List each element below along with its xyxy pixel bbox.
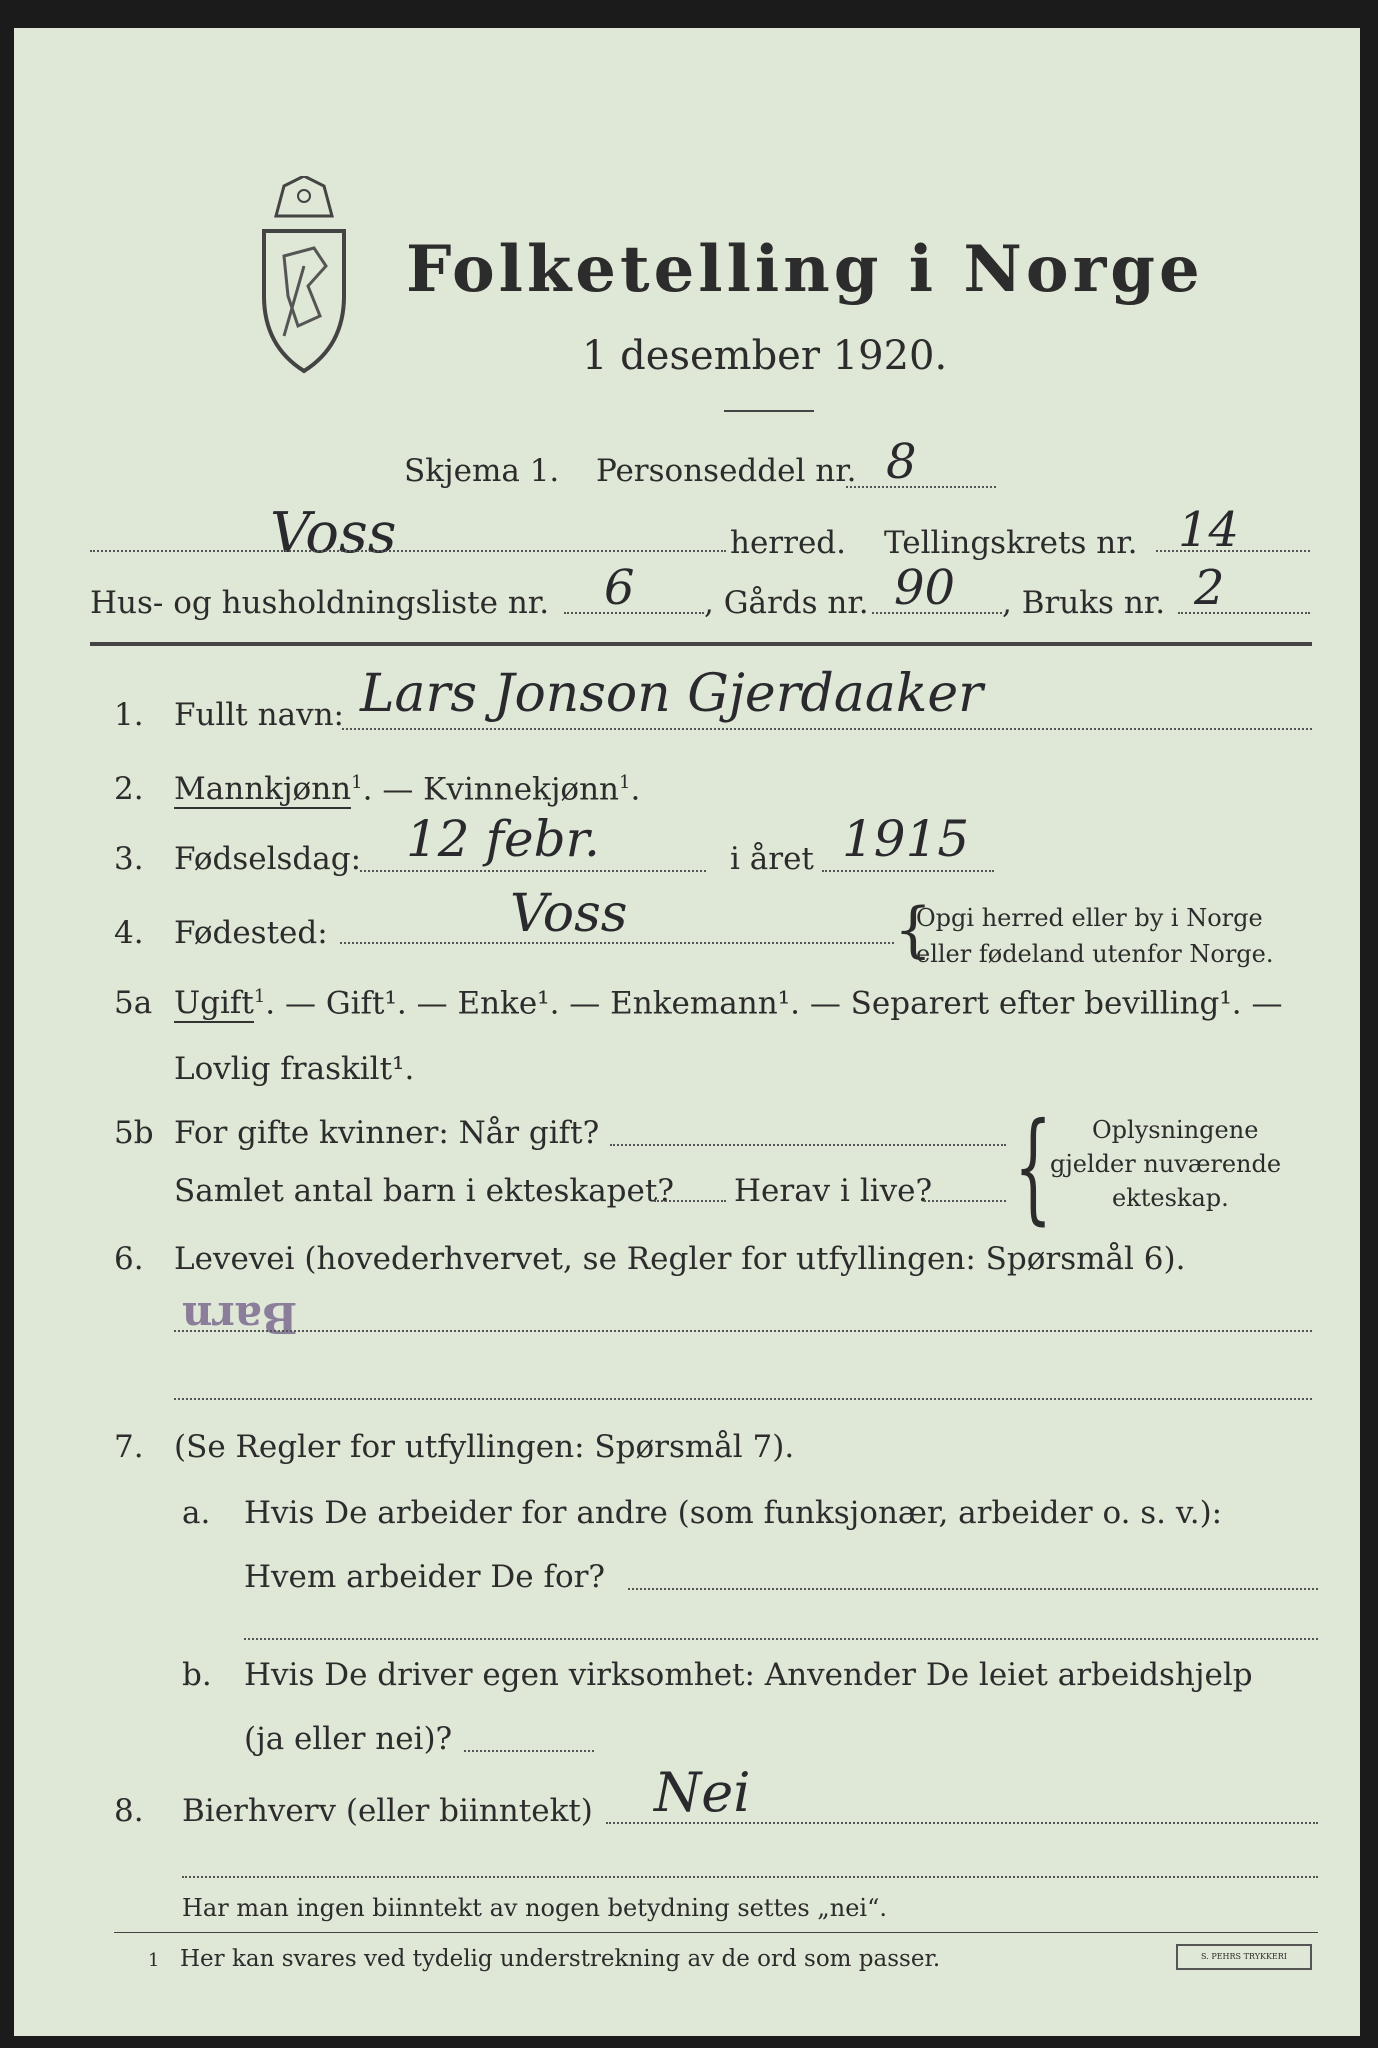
gards-label: , Gårds nr. (704, 585, 869, 621)
bruks-value[interactable]: 2 (1194, 560, 1225, 616)
full-name-value[interactable]: Lars Jonson Gjerdaaker (360, 664, 983, 724)
q5b-line-2a: Samlet antal barn i ekteskapet? (174, 1173, 674, 1209)
q4-note-2: eller fødeland utenfor Norge. (916, 940, 1274, 968)
q7b-line-1: Hvis De driver egen virksomhet: Anvender De leiet arbeidshjelp (244, 1657, 1253, 1693)
q7b-line-2: (ja eller nei)? (244, 1721, 453, 1757)
form-title: Folketelling i Norge (406, 232, 1204, 307)
birth-year-value[interactable]: 1915 (842, 810, 970, 868)
title-divider (724, 410, 814, 412)
q5b-note-3: ekteskap. (1112, 1184, 1229, 1212)
brace-icon: { (894, 895, 933, 965)
herred-label: herred. (730, 525, 846, 561)
footnote-text: Her kan svares ved tydelig understrekning av de ord som passer. (180, 1946, 941, 1972)
q1-number: 1. (114, 697, 144, 733)
q7b-letter: b. (182, 1657, 212, 1693)
q7a-letter: a. (182, 1495, 211, 1531)
occupation-stamp[interactable]: Barn (182, 1293, 298, 1342)
footnote-number: 1 (148, 1950, 160, 1971)
skjema-label: Skjema 1. (404, 453, 560, 489)
side-income-value[interactable]: Nei (654, 1761, 751, 1824)
q5b-line-2b: Herav i live? (734, 1173, 933, 1209)
year-label: i året (730, 841, 814, 877)
status-ugift[interactable]: Ugift (174, 985, 254, 1022)
q5b-note-2: gjelder nuværende (1050, 1150, 1282, 1178)
census-form-page (14, 28, 1360, 2036)
gender-male[interactable]: Mannkjønn (174, 771, 352, 808)
q7-label: (Se Regler for utfyllingen: Spørsmål 7). (174, 1429, 795, 1465)
footer-note: Har man ingen biinntekt av nogen betydning settes „nei“. (182, 1894, 887, 1922)
gards-value[interactable]: 90 (894, 560, 956, 616)
bruks-label: , Bruks nr. (1002, 585, 1166, 621)
printer-stamp: S. PEHRS TRYKKERI (1176, 1944, 1312, 1970)
birth-day-value[interactable]: 12 febr. (406, 810, 600, 868)
q3-number: 3. (114, 841, 144, 877)
tellingskrets-label: Tellingskrets nr. (884, 525, 1138, 561)
tellingskrets-value[interactable]: 14 (1178, 502, 1240, 558)
q5a-number: 5a (114, 985, 153, 1021)
gender-line: Mannkjønn$^1$. — Kvinnekjønn$^1$. (174, 771, 641, 808)
civil-status-line-2[interactable]: Lovlig fraskilt¹. (174, 1051, 415, 1087)
q8-number: 8. (114, 1793, 144, 1829)
q6-label: Levevei (hovederhvervet, se Regler for utfyllingen: Spørsmål 6). (174, 1241, 1186, 1277)
q8-label: Bierhverv (eller biinntekt) (182, 1793, 593, 1829)
q1-label: Fullt navn: (174, 697, 344, 733)
header-separator (90, 642, 1312, 646)
birthplace-value[interactable]: Voss (510, 884, 628, 944)
gender-female[interactable]: Kvinnekjønn (423, 771, 620, 808)
q7a-line-1: Hvis De arbeider for andre (som funksjonær, arbeider o. s. v.): (244, 1495, 1223, 1531)
q2-number: 2. (114, 771, 144, 807)
personseddel-label: Personseddel nr. (596, 453, 857, 489)
herred-value[interactable]: Voss (270, 501, 397, 566)
hus-value[interactable]: 6 (604, 560, 635, 616)
q5b-note-1: Oplysningene (1092, 1116, 1259, 1144)
q5b-number: 5b (114, 1115, 154, 1151)
q7-number: 7. (114, 1429, 144, 1465)
q7a-line-2: Hvem arbeider De for? (244, 1559, 606, 1595)
q6-number: 6. (114, 1241, 144, 1277)
q4-number: 4. (114, 915, 144, 951)
brace-icon-2: { (1014, 1098, 1053, 1237)
q4-note-1: Opgi herred eller by i Norge (916, 904, 1263, 932)
q3-label: Fødselsdag: (174, 841, 362, 877)
census-date: 1 desember 1920. (582, 333, 948, 379)
personseddel-value[interactable]: 8 (886, 434, 917, 490)
q5b-line-1: For gifte kvinner: Når gift? (174, 1115, 600, 1151)
civil-status-line: Ugift$^1$. — Gift¹. — Enke¹. — Enkemann¹. — Separert efter bevilling¹. — (174, 985, 1283, 1022)
norwegian-coat-of-arms-icon (244, 176, 364, 376)
q4-label: Fødested: (174, 915, 328, 951)
hus-label: Hus- og husholdningsliste nr. (90, 585, 550, 621)
